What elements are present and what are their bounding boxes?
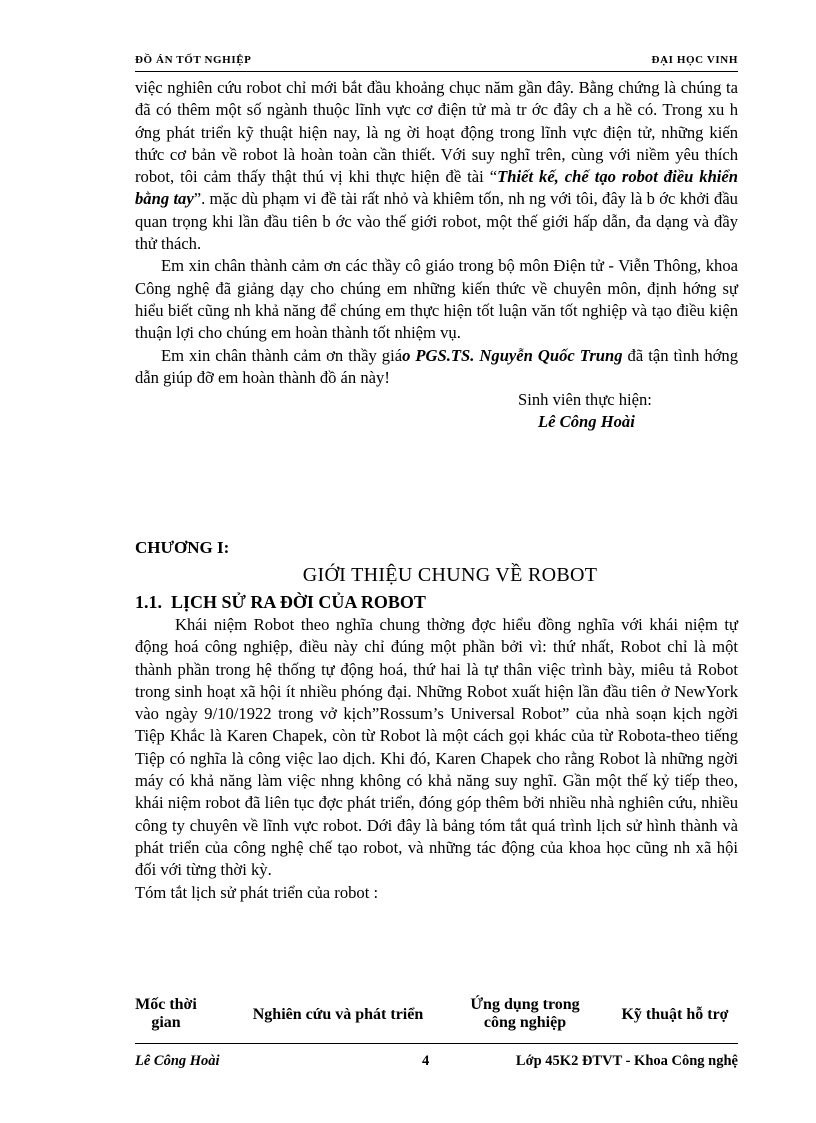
header-rule: [135, 71, 738, 72]
history-table-header: [135, 996, 738, 1038]
page-number: 4: [422, 1053, 430, 1069]
advisor-name: o PGS.TS. Nguyễn Quốc Trung: [402, 345, 623, 365]
intro-paragraph-3: Em xin chân thành cảm ơn thầy giáo PGS.TS. Nguyễn Quốc Trung đã tận tình hớng dẫn giúp đỡ em hoàn thành đồ án này!: [135, 345, 738, 387]
section-heading: [135, 592, 426, 613]
footer-class: Lớp 45K2 ĐTVT - Khoa Công nghệ: [515, 1053, 738, 1069]
table-header-cell: Mốc thời gian: [135, 996, 197, 1031]
table-header-cell: Ứng dụng trong công nghiệp: [470, 996, 580, 1031]
header-right: ĐẠI HỌC VINH: [651, 54, 738, 66]
chapter-label: CHƯƠNG I:: [135, 538, 230, 557]
intro-text: [135, 77, 738, 434]
section-number: 1.1.: [135, 592, 162, 612]
intro-paragraph-2: Em xin chân thành cảm ơn các thầy cô giáo trong bộ môn Điện tử - Viễn Thông, khoa Công nghệ đã giảng dạy cho chúng em những kiến thức về chuyên môn, định hớng sự hiểu biết cũng nh khả năng để chúng em thực hiện tốt luận văn tốt nghiệp và tạo điều kiện thuận lợi cho chúng em hoàn thành tốt nhiệm vụ.: [135, 256, 738, 343]
section-title: LỊCH SỬ RA ĐỜI CỦA ROBOT: [171, 592, 426, 612]
table-header-cell: Kỹ thuật hỗ trợ: [621, 1006, 729, 1023]
signature-name: Lê Công Hoài: [538, 412, 635, 432]
intro-paragraph-1: việc nghiên cứu robot chỉ mới bắt đầu khoảng chục năm gần đây. Bằng chứng là chúng ta đã có thêm một số ngành thuộc lĩnh vực cơ điện tử mà tr ớc đây ch a hề có. Trong xu h ớng phát triển kỹ thuật hiện nay, là ng ời hoạt động trong lĩnh vực điện tử, những kiến thức cơ bản về robot là hoàn toàn cần thiết. Với suy nghĩ trên, cùng với niềm yêu thích robot, tôi cảm thấy thật thú vị khi thực hiện đề tài “Thiết kế, chế tạo robot điều khiển bằng tay”. mặc dù phạm vi đề tài rất nhỏ và khiêm tốn, nh ng với tôi, đây là b ớc khởi đầu quan trọng khi lần đầu tiên b ớc vào thế giới robot, một thế giới hấp dẫn, đa dạng và đầy thử thách.: [135, 78, 738, 254]
signature-label: Sinh viên thực hiện:: [518, 390, 652, 410]
page-header: [135, 54, 738, 70]
table-caption: Tóm tắt lịch sử phát triển của robot :: [135, 882, 379, 902]
header-left: ĐỒ ÁN TỐT NGHIỆP: [135, 54, 252, 66]
section-text: [135, 614, 738, 904]
section-paragraph: Khái niệm Robot theo nghĩa chung thờng đợc hiểu đồng nghĩa với khái niệm tự động hoá công nghiệp, điều này chỉ đúng một phần bởi vì: thứ nhất, Robot chỉ là một thành phần trong hệ thống tự động hoá, thứ hai là tự thân việc trình bày, miêu tả Robot trong sinh hoạt xã hội ít nhiều phóng đại. Những Robot xuất hiện lần đầu tiên ở NewYork vào ngày 9/10/1922 trong vở kịch”Rossum’s Universal Robot” của nhà soạn kịch ngời Tiệp Khắc là Karen Chapek, còn từ Robot là một cách gọi khác của từ Robota-theo tiếng Tiệp có nghĩa là công việc lao dịch. Khi đó, Karen Chapek cho rằng Robot là những ngời máy có khả năng làm việc nhng không có khả năng suy nghĩ. Gần một thế kỷ tiếp theo, khái niệm robot đã liên tục đợc phát triển, đóng góp thêm bởi nhiều nhà nghiên cứu, nhiều công ty chuyên về lĩnh vực robot. Dới đây là bảng tóm tắt quá trình lịch sử hình thành và phát triển của công nghệ chế tạo robot, và những tác động của khoa học cũng nh xã hội đối với từng thời kỳ.: [135, 615, 738, 880]
thesis-title: Thiết kế, chế tạo robot điều khiển bằng tay: [135, 167, 738, 209]
footer-author: Lê Công Hoài: [135, 1053, 220, 1069]
chapter-title: GIỚI THIỆU CHUNG VỀ ROBOT: [302, 564, 598, 586]
footer-rule: [135, 1043, 738, 1044]
table-header-cell: Nghiên cứu và phát triển: [252, 1006, 424, 1023]
page-footer: [135, 1053, 738, 1073]
